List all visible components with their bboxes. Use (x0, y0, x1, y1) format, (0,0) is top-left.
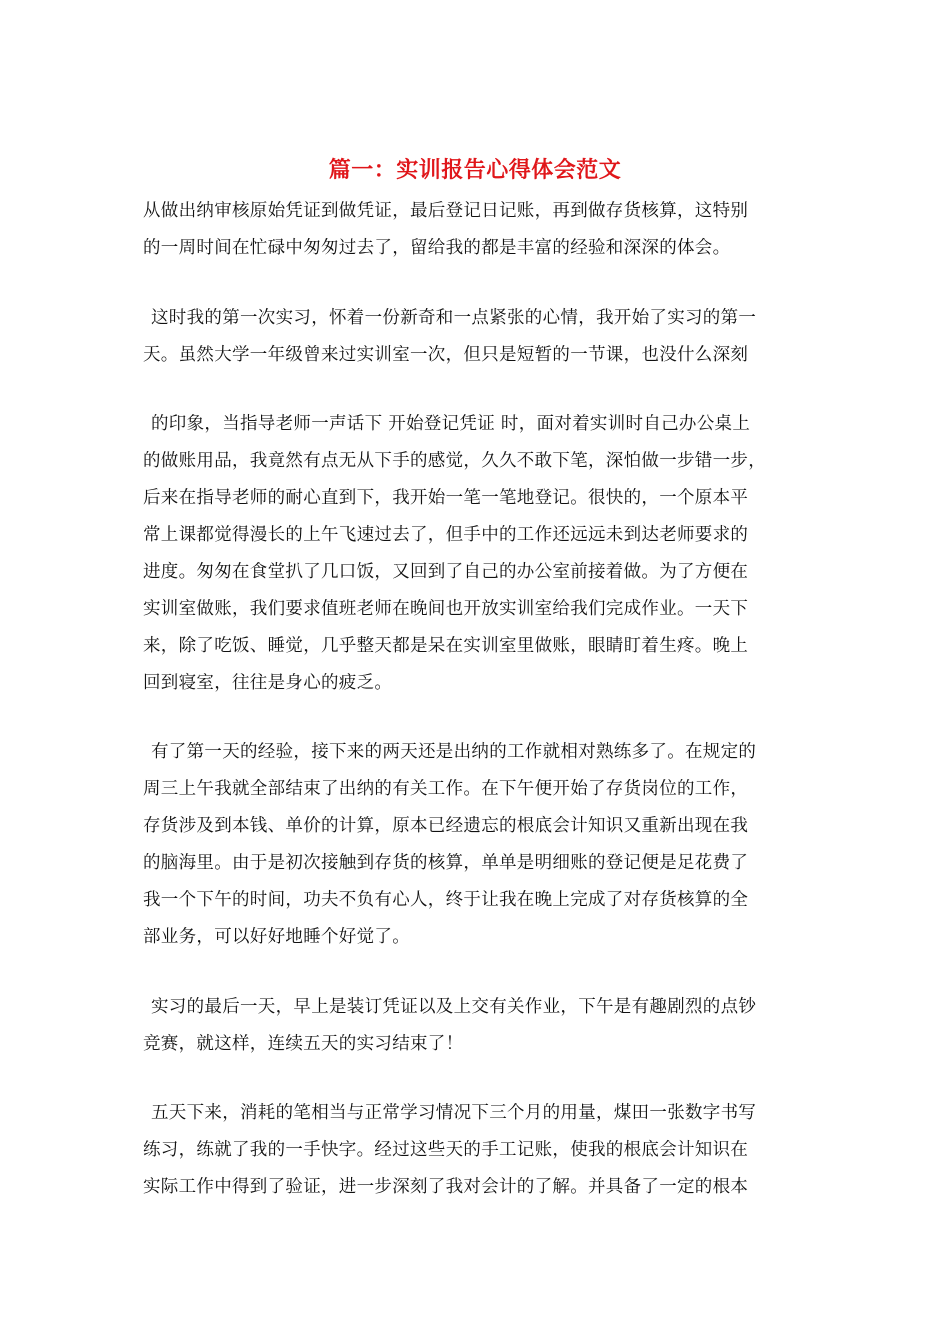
text-line: 实际工作中得到了验证，进一步深刻了我对会计的了解。并具备了一定的根本 (143, 1177, 749, 1197)
text-line: 从做出纳审核原始凭证到做凭证，最后登记日记账，再到做存货核算，这特别 (143, 201, 749, 221)
text-line: 的一周时间在忙碌中匆匆过去了，留给我的都是丰富的经验和深深的体会。 (143, 238, 731, 258)
text-line: 这时我的第一次实习，怀着一份新奇和一点紧张的心情，我开始了实习的第一 (151, 308, 757, 328)
text-line: 天。虽然大学一年级曾来过实训室一次，但只是短暂的一节课，也没什么深刻 (143, 345, 749, 365)
text-line: 竞赛，就这样，连续五天的实习结束了！ (143, 1034, 464, 1054)
text-line: 部业务，可以好好地睡个好觉了。 (143, 927, 410, 947)
text-line: 我一个下午的时间，功夫不负有心人，终于让我在晚上完成了对存货核算的全 (143, 890, 749, 910)
text-line: 五天下来，消耗的笔相当与正常学习情况下三个月的用量，煤田一张数字书写 (151, 1103, 757, 1123)
text-line: 周三上午我就全部结束了出纳的有关工作。在下午便开始了存货岗位的工作， (143, 779, 749, 799)
text-line: 的印象，当指导老师一声话下 开始登记凭证 时，面对着实训时自己办公桌上 (151, 414, 751, 434)
text-line: 来，除了吃饭、睡觉，几乎整天都是呆在实训室里做账，眼睛盯着生疼。晚上 (143, 636, 749, 656)
text-line: 的脑海里。由于是初次接触到存货的核算，单单是明细账的登记便是足花费了 (143, 853, 749, 873)
text-line: 后来在指导老师的耐心直到下，我开始一笔一笔地登记。很快的，一个原本平 (143, 488, 749, 508)
text-line: 有了第一天的经验，接下来的两天还是出纳的工作就相对熟练多了。在规定的 (151, 742, 757, 762)
text-line: 常上课都觉得漫长的上午飞速过去了，但手中的工作还远远未到达老师要求的 (143, 525, 749, 545)
document-title: 篇一：实训报告心得体会范文 (328, 157, 622, 183)
text-line: 实习的最后一天，早上是装订凭证以及上交有关作业，下午是有趣剧烈的点钞 (151, 997, 757, 1017)
text-line: 的做账用品，我竟然有点无从下手的感觉，久久不敢下笔，深怕做一步错一步， (143, 451, 766, 471)
text-line: 进度。匆匆在食堂扒了几口饭，又回到了自己的办公室前接着做。为了方便在 (143, 562, 749, 582)
text-line: 回到寝室，往往是身心的疲乏。 (143, 673, 393, 693)
text-line: 存货涉及到本钱、单价的计算，原本已经遗忘的根底会计知识又重新出现在我 (143, 816, 749, 836)
text-line: 练习，练就了我的一手快字。经过这些天的手工记账，使我的根底会计知识在 (143, 1140, 749, 1160)
text-line: 实训室做账，我们要求值班老师在晚间也开放实训室给我们完成作业。一天下 (143, 599, 749, 619)
